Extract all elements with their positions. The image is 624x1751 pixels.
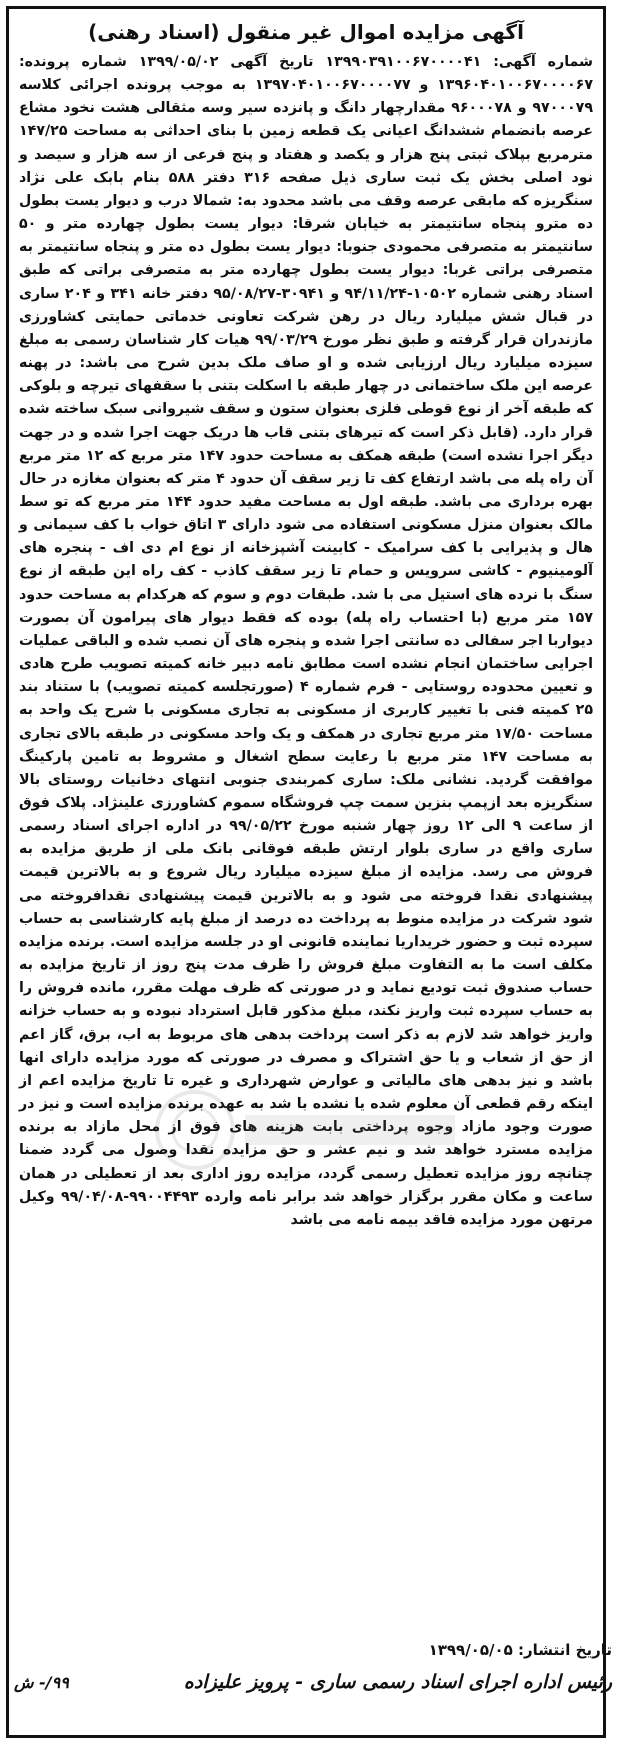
signature-line: رئیس اداره اجرای اسناد رسمی ساری - پرویز علیزاده: [183, 1671, 612, 1693]
notice-code: ۹۹/- ش: [14, 1673, 69, 1692]
publication-date: تاریخ انتشار: ۱۳۹۹/۰۵/۰۵: [428, 1641, 612, 1659]
auction-notice: [6, 6, 606, 1738]
notice-body: شماره آگهی: ۱۳۹۹۰۳۹۱۰۰۶۷۰۰۰۰۴۱ تاریخ آگهی ۱۳۹۹/۰۵/۰۲ شماره پرونده: ۱۳۹۶۰۴۰۱۰۰۶۷۰۰۰۰۶۷ و ۱۳۹۷۰۴۰۱۰۰۶۷۰۰۰۰۷۷ به موجب پرونده اجرائی کلاسه ۹۷۰۰۰۷۹ و ۹۶۰۰۰۷۸ مقدارچهار دانگ و پانزده سیر وسه مثقالی هشت نخود مشاع عرصه بانضمام ششدانگ اعیانی یک قطعه زمین با بنای احداثی به مساحت ۱۴۷/۲۵ مترمربع بپلاک ثبتی پنج هزار و یکصد و هفتاد و پنج فرعی از سه هزار و سیصد و نود اصلی بخش یک ثبت ساری ذیل صفحه ۳۱۶ دفتر ۵۸۸ بنام بابک علی نژاد سنگریزه که مابقی عرصه وقف می باشد محدود به: شمالا درب و دیوار یست بطول ده مترو پنجاه سانتیمتر به خیابان شرقا: دیوار یست بطول چهارده متر و ۵۰ سانتیمتر به متصرفی محمودی جنوبا: دیوار یست بطول ده متر و پنجاه سانتیمتر به متصرفی براتی غربا: دیوار یست بطول چهارده متر به متصرفی براتی که طبق اسناد رهنی شماره ۱۰۵۰۲-۹۴/۱۱/۲۴ و ۳۰۹۴۱-۹۵/۰۸/۲۷ دفتر خانه ۳۴۱ و ۲۰۴ ساری در قبال شش میلیارد ریال در رهن شرکت تعاونی خدماتی حمایتی کشاورزی مازندران قرار گرفته و طبق نظر مورخ ۹۹/۰۳/۲۹ هیات کار شناسان رسمی به مبلغ سیزده میلیارد ریال ارزیابی شده و او صاف ملک بدین شرح می باشد: در پهنه عرصه این ملک ساختمانی در چهار طبقه با اسکلت بتنی با سقفهای تیرچه و بلوکی که طبقه آخر از نوع قوطی فلزی بعنوان ستون و سقف شیروانی سبک ساخته شده قرار دارد. (قابل ذکر است که تیرهای بتنی قاب ها دریک جهت اجرا شده و در جهت دیگر اجرا نشده است) طبقه همکف به مساحت حدود ۱۴۷ متر مربع که ۱۲ متر مربع آن راه پله می باشد ارتفاع کف تا زیر سقف آن حدود ۴ متر که بعنوان مغازه در حال بهره برداری می باشد. طبقه اول به مساحت مفید حدود ۱۴۴ متر مربع که تو سط مالک بعنوان منزل مسکونی استفاده می شود دارای ۳ اتاق خواب با کف سیمانی و هال و پذیرایی با کف سرامیک - کابینت آشپزخانه از نوع ام دی اف - پنجره های آلومینیوم - کاشی سرویس و حمام تا زیر سقف کاذب - کف راه این طبقه از نوع سنگ با نرده های استیل می با شد. طبقات دوم و سوم که هرکدام به مساحت حدود ۱۵۷ متر مربع (با احتساب راه پله) بوده که فقط دیوار های پیرامون آن بصورت دیواربا اجر سفالی ده سانتی اجرا شده و پنجره های آن نصب شده و الباقی عملیات اجرایی ساختمان انجام نشده است مطابق نامه دبیر خانه کمیته تصویب طرح هادی و تعیین محدوده روستایی - فرم شماره ۴ (صورتجلسه کمیته تصویب) با ستناد بند ۲۵ کمیته فنی با تغییر کاربری از مسکونی به تجاری مسکونی با شرح یک واحد به مساحت ۱۷/۵۰ متر مربع تجاری در همکف و یک واحد مسکونی در طبقه بالای تجاری به مساحت ۱۴۷ متر مربع با رعایت سطح اشغال و مشروط به تامین پارکینگ موافقت گردید. نشانی ملک: ساری کمربندی جنوبی انتهای دخانیات روستای بالا سنگریزه بعد ازپمپ بنزین سمت چپ فروشگاه سموم کشاورزی علینژاد. پلاک فوق از ساعت ۹ الی ۱۲ روز چهار شنبه مورخ ۹۹/۰۵/۲۲ در اداره اجرای اسناد رسمی ساری واقع در ساری بلوار ارتش طبقه فوقانی بانک ملی از طریق مزایده به فروش می رسد. مزایده از مبلغ سیزده میلیارد ریال شروع و به بالاترین قیمت پیشنهادی نقدا فروخته می شود و به بالاترین قیمت پیشنهادی نقدافروخته می شود شرکت در مزایده منوط به پرداخت ده درصد از مبلغ پایه کارشناسی به حساب سپرده ثبت و حضور خریداریا نماینده قانونی او در جلسه مزایده است. برنده مزایده مکلف است ما به التفاوت مبلغ فروش را ظرف مدت پنج روز از تاریخ مزایده به حساب صندوق ثبت تودیع نماید و در صورتی که ظرف مهلت مقرر، مانده فروش را به حساب سپرده ثبت واریز نکند، مبلغ مذکور قابل استرداد نبوده و به حساب خزانه واریز خواهد شد لازم به ذکر است پرداخت بدهی های مربوط به اب، برق، گاز اعم از حق از شعاب و یا حق اشتراک و مصرف در صورتی که مورد مزایده دارای انها باشد و نیز بدهی های مالیاتی و عوارض شهرداری و غیره تا تاریخ مزایده اعم از اینکه رقم قطعی آن معلوم شده یا نشده با شد به عهده برنده مزایده است و نیز در صورت وجود مازاد وجوه پرداختی بابت هزینه های فوق از محل مازاد به برنده مزایده مسترد خواهد شد و نیم عشر و حق مزایده نقدا وصول می گردد ضمنا چنانچه روز مزایده تعطیل رسمی گردد، مزایده روز اداری بعد از تعطیلی در همان ساعت و مکان مقرر برگزار خواهد شد برابر نامه وارده ۹۹۰۰۴۴۹۳-۹۹/۰۴/۰۸ وکیل مرتهن مورد مزایده فاقد بیمه نامه می باشد: [19, 54, 594, 1228]
notice-title: آگهی مزایده اموال غیر منقول (اسناد رهنی): [88, 20, 524, 44]
